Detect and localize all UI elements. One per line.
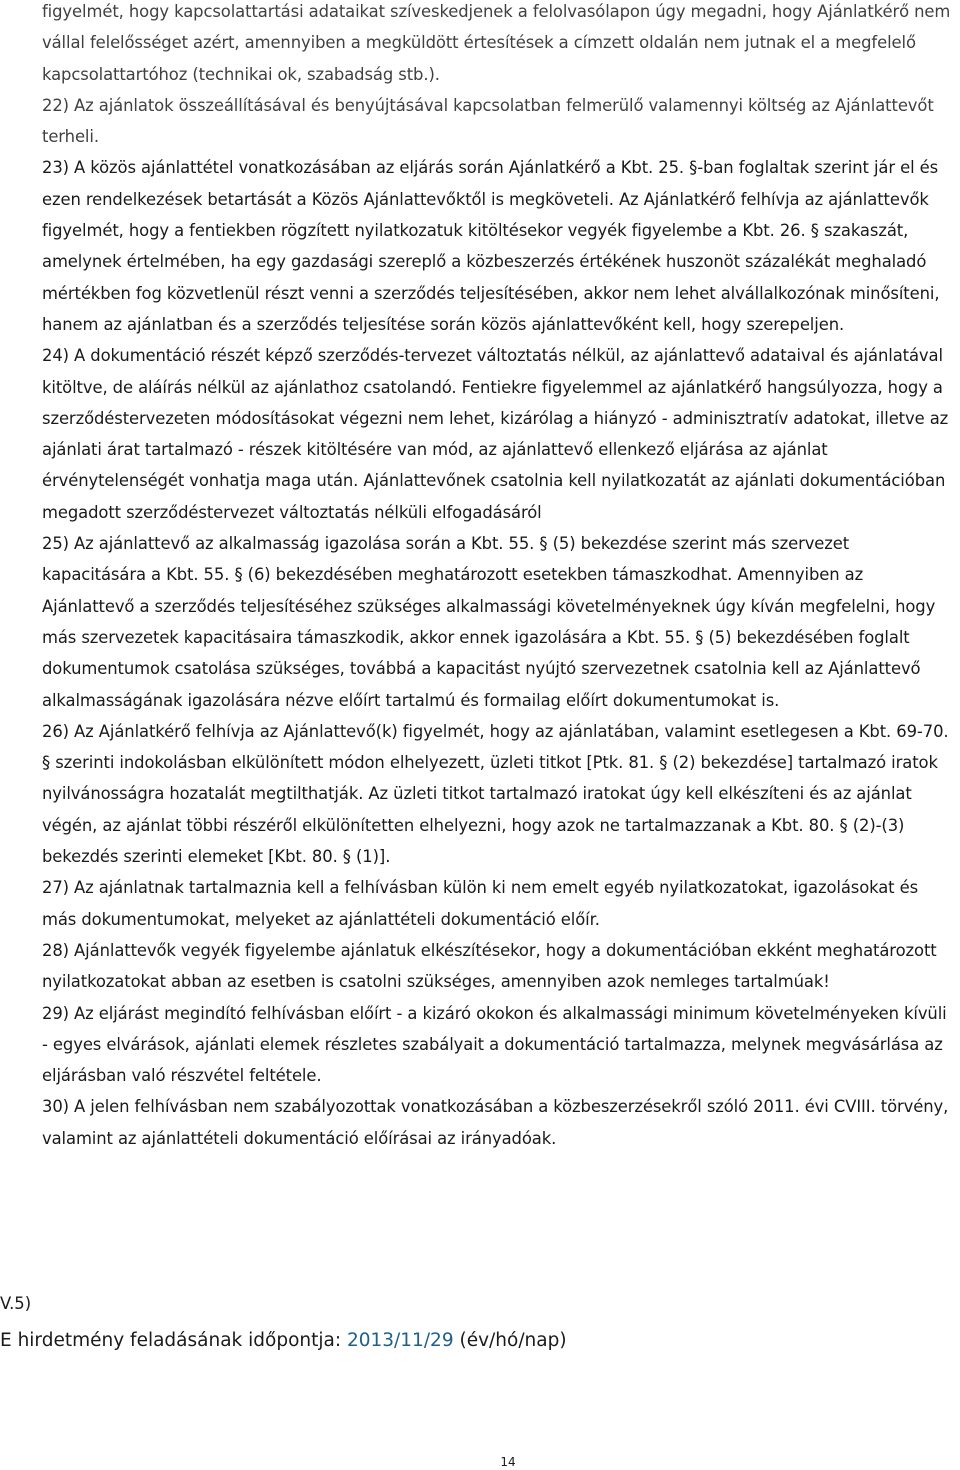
paragraph-25: 25) Az ajánlattevő az alkalmasság igazolása során a Kbt. 55. § (5) bekezdése szerint más szervezet kapacitására a Kbt. 55. § (6) bekezdésében meghatározott esetekben támaszkodhat. Amennyiben az Ajánlattevő a szerződés teljesítéséhez szükséges alkalmassági követelményeknek úgy kíván megfelelni, hogy más szervezetek kapacitásaira támaszkodik, akkor ennek igazolására a Kbt. 55. § (5) bekezdésében foglalt dokumentumok csatolása szükséges, továbbá a kapacitást nyújtó szervezetnek csatolnia kell az Ajánlattevő alkalmasságának igazolására nézve előírt tartalmú és formailag előírt dokumentumokat is. (42, 534, 936, 710)
posting-date-label: E hirdetmény feladásának időpontja: (0, 1330, 347, 1351)
paragraph-intro: figyelmét, hogy kapcsolattartási adataikat szíveskedjenek a felolvasólapon úgy megadni, hogy Ajánlatkérő nem vállal felelősséget azért, amennyiben a megküldött értesítések a címzett oldalán nem jutnak el a megfelelő kapcsolattartóhoz (technikai ok, szabadság stb.). (42, 2, 951, 84)
page-number: 14 (500, 1455, 516, 1469)
paragraph-28: 28) Ajánlattevők vegyék figyelembe ajánlatuk elkészítésekor, hogy a dokumentációban ekként meghatározott nyilatkozatokat abban az esetben is csatolni szükséges, amennyiben azok nemleges tartalmúak! (42, 940, 937, 992)
posting-date-value: 2013/11/29 (346, 1330, 454, 1351)
paragraph-29: 29) Az eljárást megindító felhívásban előírt - a kizáró okokon és alkalmassági minimum követelményeken kívüli - egyes elvárások, ajánlati elemek részletes szabályait a dokumentáció tartalmazza, melynek megvásárlása az eljárásban való részvétel feltétele. (42, 1003, 947, 1086)
paragraph-26: 26) Az Ajánlatkérő felhívja az Ajánlattevő(k) figyelmét, hogy az ajánlatában, valamint esetlegesen a Kbt. 69-70. § szerinti indokolásban elkülönített módon elhelyezett, üzleti titkot [Ptk. 81. § (2) bekezdése] tartalmazó iratok nyilvánosságra hozatalát megtilthatják. Az üzleti titkot tartalmazó iratokat úgy kell elkészíteni és az ajánlat végén, az ajánlat többi részéről elkülönítetten elhelyezni, hogy azok ne tartalmazzanak a Kbt. 80. § (2)-(3) bekezdés szerinti elemeket [Kbt. 80. § (1)]. (42, 721, 949, 867)
posting-date-line (0, 1328, 567, 1354)
paragraph-23: 23) A közös ajánlattétel vonatkozásában az eljárás során Ajánlatkérő a Kbt. 25. §-ban foglaltak szerint jár el és ezen rendelkezések betartását a Közös Ajánlattevőktől is megköveteli. Az Ajánlatkérő felhívja az ajánlattevők figyelmét, hogy a fentiekben rögzített nyilatkozatuk kitöltésekor vegyék figyelembe a Kbt. 26. § szakaszát, amelynek értelmében, ha egy gazdasági szereplő a közbeszerzés értékének huszonöt százalékát meghaladó mértékben fog közvetlenül részt venni a szerződés teljesítésében, akkor nem lehet alvállalkozónak minősíteni, hanem az ajánlatban és a szerződés teljesítése során közös ajánlattevőként kell, hogy szerepeljen. (42, 158, 940, 334)
paragraph-22: 22) Az ajánlatok összeállításával és benyújtásával kapcsolatban felmerülő valamennyi költség az Ajánlattevőt terheli. (42, 95, 934, 147)
paragraph-24: 24) A dokumentáció részét képző szerződés-tervezet változtatás nélkül, az ajánlattevő adataival és ajánlatával kitöltve, de aláírás nélkül az ajánlathoz csatolandó. Fentiekre figyelemmel az ajánlatkérő hangsúlyozza, hogy a szerződéstervezeten módosításokat végezni nem lehet, kizárólag a hiányzó - adminisztratív adatokat, illetve az ajánlati árat tartalmazó - részek kitöltésére van mód, az ajánlattevő ellenkező eljárása az ajánlat érvénytelenségét vonhatja maga után. Ajánlattevőnek csatolnia kell nyilatkozatát az ajánlati dokumentációban megadott szerződéstervezet változtatás nélküli elfogadásáról (42, 346, 949, 522)
paragraph-30: 30) A jelen felhívásban nem szabályozottak vonatkozásában a közbeszerzésekről szóló 2011. évi CVIII. törvény, valamint az ajánlattételi dokumentáció előírásai az irányadóak. (42, 1097, 949, 1148)
document-body (42, 0, 956, 1154)
posting-date-format: (év/hó/nap) (453, 1330, 567, 1351)
paragraph-27: 27) Az ajánlatnak tartalmaznia kell a felhívásban külön ki nem emelt egyéb nyilatkozatokat, igazolásokat és más dokumentumokat, melyeket az ajánlattételi dokumentáció előír. (42, 878, 919, 929)
section-label: V.5) (0, 1294, 32, 1313)
